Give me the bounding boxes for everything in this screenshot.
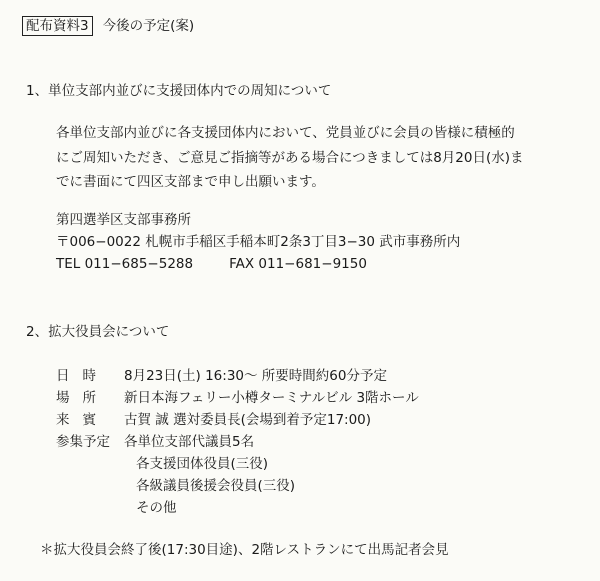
section2-heading: 2、拡大役員会について — [26, 324, 170, 340]
detail-value: 8月23日(土) 16:30〜 所要時間約60分予定 — [124, 368, 387, 384]
detail-value: 新日本海フェリー小樽ターミナルビル 3階ホール — [124, 390, 419, 406]
detail-row-datetime — [56, 366, 387, 386]
attendee-item: その他 — [136, 500, 177, 516]
office-block — [56, 209, 460, 275]
detail-row-guest — [56, 410, 371, 430]
office-tel: TEL 011−685−5288 — [56, 256, 194, 272]
document-header — [22, 14, 194, 36]
paragraph-line: 各単位支部内並びに各支援団体内において、党員並びに会員の皆様に積極的 — [56, 125, 515, 141]
detail-label: 参集予定 — [56, 434, 110, 450]
office-name: 第四選挙区支部事務所 — [56, 212, 191, 228]
document-title: 今後の予定(案) — [102, 18, 195, 34]
detail-value: 古賀 誠 選対委員長(会場到着予定17:00) — [124, 412, 372, 428]
section1-heading: 1、単位支部内並びに支援団体内での周知について — [26, 83, 332, 99]
section1-paragraph — [56, 121, 524, 195]
detail-value: 各単位支部代議員5名 — [124, 434, 255, 450]
detail-row-venue — [56, 388, 419, 408]
detail-row-attendees — [56, 432, 254, 452]
document-label: 配布資料3 — [22, 16, 93, 36]
office-fax: FAX 011−681−9150 — [229, 256, 367, 272]
detail-label: 来賓 — [56, 412, 109, 428]
office-contact — [56, 253, 460, 275]
detail-label: 場所 — [56, 390, 109, 406]
paragraph-line: でに書面にて四区支部まで申し出願います。 — [56, 174, 325, 190]
paragraph-line: にご周知いただき、ご意見ご指摘等がある場合につきましては8月20日(水)ま — [56, 149, 524, 166]
detail-label: 日時 — [56, 368, 109, 384]
attendee-item: 各支援団体役員(三役) — [136, 456, 269, 472]
office-address: 〒006−0022 札幌市手稲区手稲本町2条3丁目3−30 武市事務所内 — [56, 234, 461, 250]
footnote: ＊拡大役員会終了後(17:30目途)、2階レストランにて出馬記者会見 — [40, 542, 449, 558]
attendee-item: 各級議員後援会役員(三役) — [136, 478, 296, 494]
